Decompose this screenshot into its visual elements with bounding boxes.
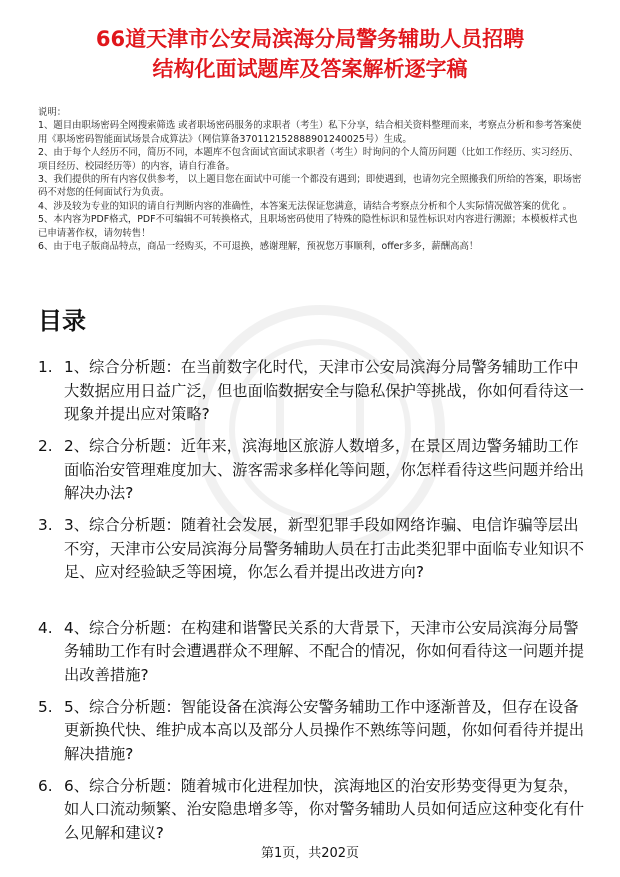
toc-item-text: 4、综合分析题：在构建和谐警民关系的大背景下，天津市公安局滨海分局警务辅助工作有时会遭遇群众不理解、不配合的情况，你如何看待这一问题并提出改善措施?	[64, 618, 585, 684]
toc-item-text: 3、综合分析题：随着社会发展，新型犯罪手段如网络诈骗、电信诈骗等层出不穷，天津市公安局滨海分局警务辅助人员在打击此类犯罪中面临专业知识不足、应对经验缺乏等困境，你怎么看并提出改进方向?	[64, 516, 585, 581]
toc-heading: 目录	[38, 307, 86, 335]
table-of-contents	[38, 356, 590, 854]
toc-item-text: 1、综合分析题：在当前数字化时代，天津市公安局滨海分局警务辅助工作中大数据应用日益广泛，但也面临数据安全与隐私保护等挑战，你如何看待这一现象并提出应对策略?	[64, 358, 585, 423]
toc-item-number: 1.	[38, 358, 53, 376]
toc-item-text: 5、综合分析题：智能设备在滨海公安警务辅助工作中逐渐普及，但存在设备更新换代快、维护成本高以及部分人员操作不熟练等问题，你如何看待并提出解决措施?	[64, 697, 585, 763]
toc-item-4[interactable]	[38, 617, 590, 688]
toc-item-2[interactable]	[38, 435, 590, 506]
document-title	[20, 24, 600, 84]
toc-item-number: 5.	[38, 697, 53, 716]
toc-item-number: 2.	[38, 437, 53, 455]
note-item: 1、题目由职场密码全网搜索筛选 或者职场密码服务的求职者（考生）私下分享，结合相关资料整理而来，考察点分析和参考答案使用《职场密码智能面试场景合成算法》（网信算备370112152888901240025号）生成。	[38, 120, 582, 145]
notes-section	[38, 106, 586, 253]
toc-item-text: 6、综合分析题：随着城市化进程加快，滨海地区的治安形势变得更为复杂，如人口流动频繁、治安隐患增多等，你对警务辅助人员如何适应这种变化有什么见解和建议?	[64, 776, 585, 842]
toc-item-number: 3.	[38, 516, 53, 534]
toc-item-1[interactable]	[38, 356, 590, 427]
notes-heading: 说明：	[38, 107, 67, 118]
toc-item-text: 2、综合分析题：近年来，滨海地区旅游人数增多，在景区周边警务辅助工作面临治安管理难度加大、游客需求多样化等问题，你怎样看待这些问题并给出解决办法?	[64, 437, 585, 502]
toc-item-number: 4.	[38, 618, 53, 637]
title-line-1: 66道天津市公安局滨海分局警务辅助人员招聘	[95, 27, 525, 51]
note-item: 4、涉及较为专业的知识的请自行判断内容的准确性，本答案无法保证您满意，请结合考察点分析和个人实际情况做答案的优化 。	[38, 200, 572, 212]
toc-item-number: 6.	[38, 776, 53, 795]
note-item: 2、由于每个人经历不同，简历不同，本题库不包含面试官面试求职者（考生）时询问的个人简历问题（比如工作经历、实习经历、项目经历、校园经历等）的内容，请自行准备。	[38, 147, 579, 172]
title-line-2: 结构化面试题库及答案解析逐字稿	[152, 57, 468, 81]
toc-item-3[interactable]	[38, 514, 590, 608]
toc-item-5[interactable]	[38, 696, 590, 767]
note-item: 3、我们提供的所有内容仅供参考， 以上题目您在面试中可能一个都没有遇到；即使遇到，也请勿完全照搬我们所给的答案，职场密码不对您的任何面试行为负责。	[38, 174, 582, 199]
toc-item-6[interactable]	[38, 775, 590, 846]
page-footer: 第1页，共202页	[260, 846, 360, 861]
note-item: 6、由于电子版商品特点，商品一经购买，不可退换，感谢理解，预祝您万事顺利，offer多多，薪酬高高！	[38, 241, 479, 253]
note-item: 5、本内容为PDF格式，PDF不可编辑不可转换格式，且职场密码使用了特殊的隐性标识和显性标识对内容进行溯源；本模板样式也已申请著作权，请勿转售！	[38, 214, 578, 239]
